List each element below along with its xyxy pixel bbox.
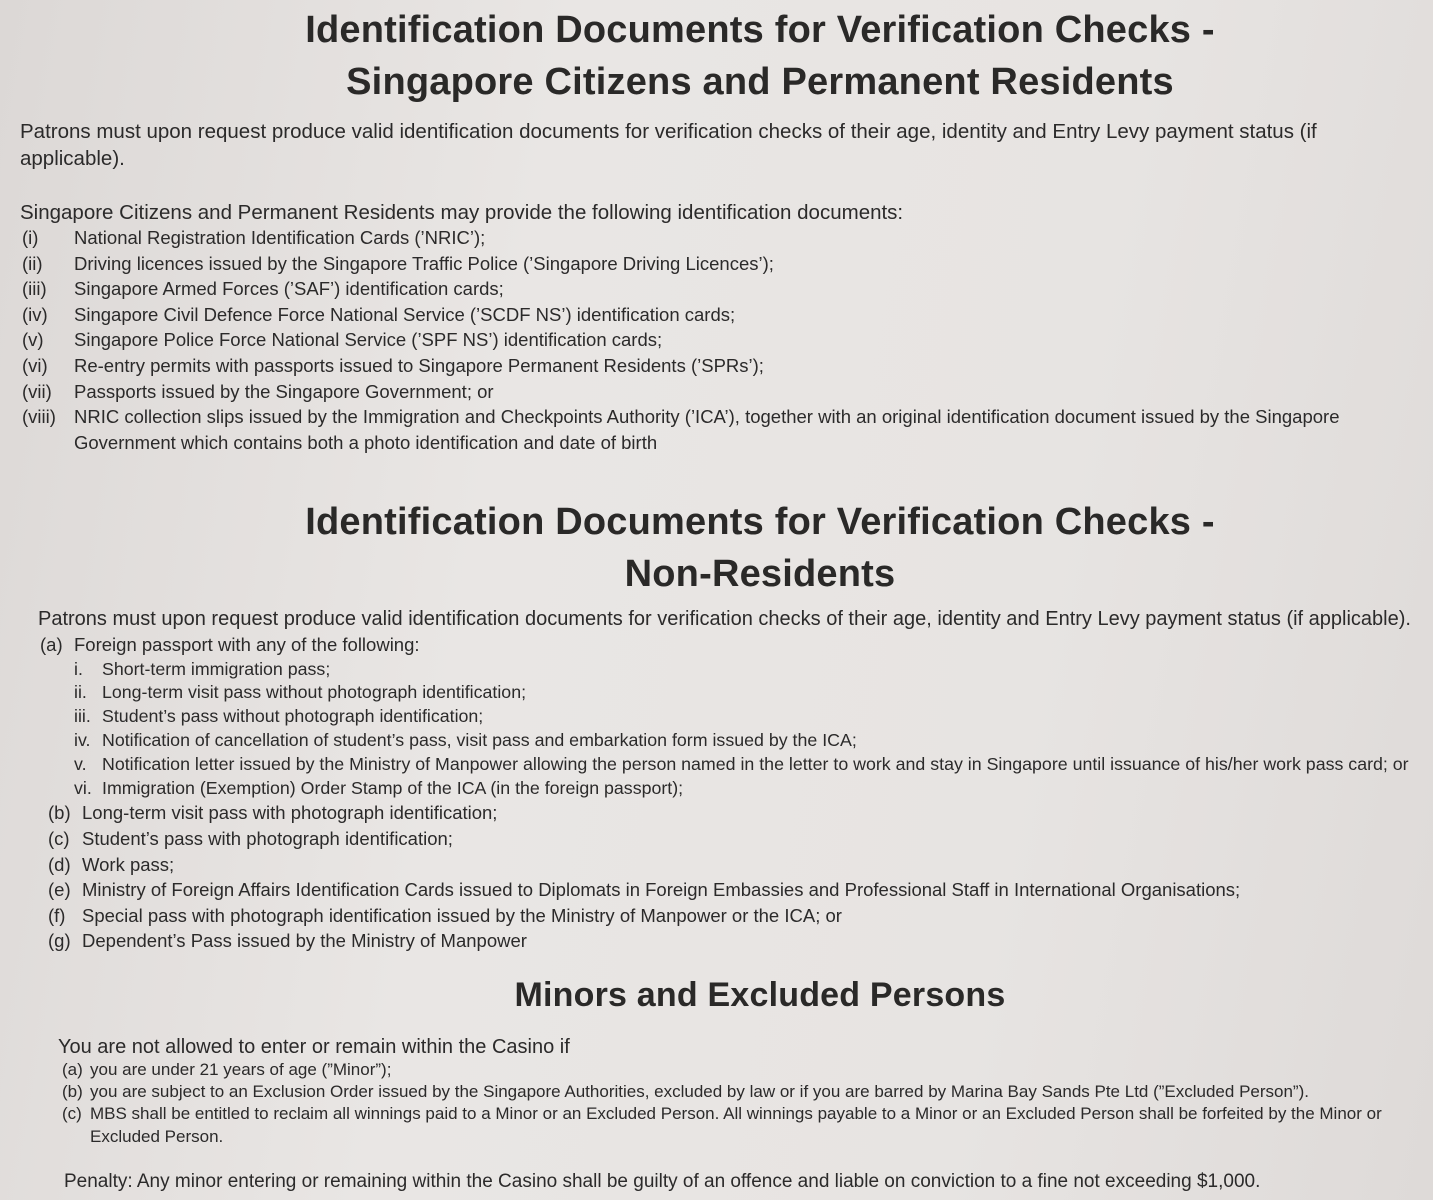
list-item-text: Re-entry permits with passports issued to Singapore Permanent Residents (’SPRs’);	[74, 354, 764, 376]
sub-list-item	[40, 729, 1430, 753]
list-item-text: Singapore Armed Forces (’SAF’) identification cards;	[74, 278, 504, 300]
list-item	[22, 327, 1427, 353]
list-item-text: National Registration Identification Cards (’NRIC’);	[74, 227, 486, 248]
list-item-text: Foreign passport with any of the following:	[74, 634, 420, 655]
list-marker: (i)	[22, 227, 39, 248]
section1-title-line2: Singapore Citizens and Permanent Residents	[346, 61, 1174, 103]
list-marker: (d)	[48, 853, 71, 875]
list-item	[48, 852, 1430, 878]
section2-title	[300, 496, 1220, 600]
list-marker: i.	[74, 658, 83, 679]
list-item	[48, 877, 1430, 903]
list-marker: iv.	[74, 729, 91, 750]
list-item-text: Driving licences issued by the Singapore Traffic Police (’Singapore Driving Licences’);	[74, 252, 774, 274]
list-item-text: Work pass;	[82, 853, 175, 875]
list-item-text: Notification letter issued by the Ministry of Manpower allowing the person named in the letter to work and stay in Singapore until issuance of his/her work pass card; or	[102, 753, 1409, 774]
section1-title-line1: Identification Documents for Verification Checks -	[305, 9, 1215, 51]
section1-document-list	[22, 225, 1427, 455]
section3-conditions-list	[62, 1059, 1392, 1148]
section3-title-line: Minors and Excluded Persons	[514, 976, 1006, 1014]
list-marker: (f)	[48, 904, 66, 926]
list-marker: (b)	[48, 802, 71, 824]
list-item-text: Student’s pass with photograph identification;	[82, 827, 453, 849]
list-marker: (ii)	[22, 252, 43, 274]
sub-list-item	[40, 753, 1430, 777]
penalty-notice: Penalty: Any minor entering or remaining within the Casino shall be guilty of an offence and liable on conviction to a fine not exceeding $1,000.	[64, 1171, 1261, 1192]
list-marker: (c)	[62, 1104, 82, 1124]
list-marker: (vi)	[22, 354, 48, 376]
sub-list-item	[40, 705, 1430, 729]
section2-intro: Patrons must upon request produce valid identification documents for verification checks of their age, identity and Entry Levy payment status (if applicable).	[38, 608, 1411, 630]
list-item	[40, 632, 1430, 658]
list-item	[22, 379, 1427, 405]
list-item-text: MBS shall be entitled to reclaim all winnings paid to a Minor or an Excluded Person. All winnings payable to a Minor or an Excluded Person shall be forfeited by the Minor or Excluded Person.	[90, 1104, 1382, 1146]
sub-list-item	[40, 777, 1430, 801]
list-marker: (b)	[62, 1082, 83, 1102]
list-item	[62, 1081, 1392, 1103]
list-marker: (viii)	[22, 406, 56, 428]
list-item	[48, 800, 1430, 826]
list-item	[48, 826, 1430, 852]
section3-title	[300, 972, 1220, 1018]
list-marker: v.	[74, 753, 87, 774]
list-marker: iii.	[74, 706, 91, 727]
section2-list-b-g	[40, 800, 1430, 954]
section2-title-line1: Identification Documents for Verification Checks -	[305, 501, 1215, 543]
sub-list-item	[40, 658, 1430, 682]
list-item-text: you are under 21 years of age (”Minor”);	[90, 1060, 392, 1079]
section1-title	[300, 4, 1220, 108]
list-marker: (c)	[48, 827, 70, 849]
list-marker: (a)	[40, 634, 63, 655]
list-item-text: Ministry of Foreign Affairs Identification Cards issued to Diplomats in Foreign Embassies and Professional Staff in International Organisations;	[82, 879, 1241, 901]
list-item	[62, 1103, 1392, 1147]
list-marker: (v)	[22, 329, 44, 351]
section2-document-list	[40, 632, 1430, 954]
list-marker: (iv)	[22, 303, 48, 325]
list-marker: ii.	[74, 682, 87, 703]
list-item	[22, 353, 1427, 379]
list-item	[22, 404, 1427, 455]
list-item-text: Dependent’s Pass issued by the Ministry of Manpower	[82, 930, 527, 952]
section2-list-a	[40, 632, 1430, 658]
section3-intro: You are not allowed to enter or remain within the Casino if	[58, 1036, 570, 1058]
list-item	[22, 276, 1427, 302]
list-item	[62, 1059, 1392, 1081]
list-marker: (vii)	[22, 380, 52, 402]
list-item-text: Student’s pass without photograph identification;	[102, 706, 484, 727]
list-item	[48, 928, 1430, 954]
list-item-text: Notification of cancellation of student’s pass, visit pass and embarkation form issued by the ICA;	[102, 729, 857, 750]
list-item-text: Short-term immigration pass;	[102, 658, 331, 679]
list-item-text: Singapore Civil Defence Force National Service (’SCDF NS’) identification cards;	[74, 303, 736, 325]
list-marker: (g)	[48, 930, 71, 952]
list-item	[22, 302, 1427, 328]
sub-list-item	[40, 681, 1430, 705]
list-item-text: Long-term visit pass without photograph identification;	[102, 682, 527, 703]
list-item	[22, 225, 1427, 251]
section2-title-line2: Non-Residents	[624, 553, 896, 595]
list-item-text: Passports issued by the Singapore Government; or	[74, 380, 494, 402]
list-marker: (a)	[62, 1060, 83, 1079]
section2-sub-list	[40, 658, 1430, 801]
list-item-text: you are subject to an Exclusion Order issued by the Singapore Authorities, excluded by law or if you are barred by Marina Bay Sands Pte Ltd (”Excluded Person”).	[90, 1082, 1309, 1102]
list-item-text: Special pass with photograph identification issued by the Ministry of Manpower or the ICA; or	[82, 904, 842, 926]
list-marker: (e)	[48, 879, 71, 901]
list-marker: (iii)	[22, 278, 47, 300]
list-item-text: Immigration (Exemption) Order Stamp of the ICA (in the foreign passport);	[102, 777, 684, 798]
list-item-text: Singapore Police Force National Service (’SPF NS’) identification cards;	[74, 329, 663, 351]
list-item	[48, 903, 1430, 929]
section1-lead: Singapore Citizens and Permanent Residents may provide the following identification documents:	[20, 201, 904, 224]
list-item-text: NRIC collection slips issued by the Immigration and Checkpoints Authority (’ICA’), together with an original identification document issued by the Singapore Government which contains both a photo identification and date of birth	[74, 406, 1340, 453]
list-marker: vi.	[74, 777, 92, 798]
list-item-text: Long-term visit pass with photograph identification;	[82, 802, 498, 824]
list-item	[22, 251, 1427, 277]
section1-intro: Patrons must upon request produce valid identification documents for verification checks of their age, identity and Entry Levy payment status (if applicable).	[20, 120, 1317, 170]
